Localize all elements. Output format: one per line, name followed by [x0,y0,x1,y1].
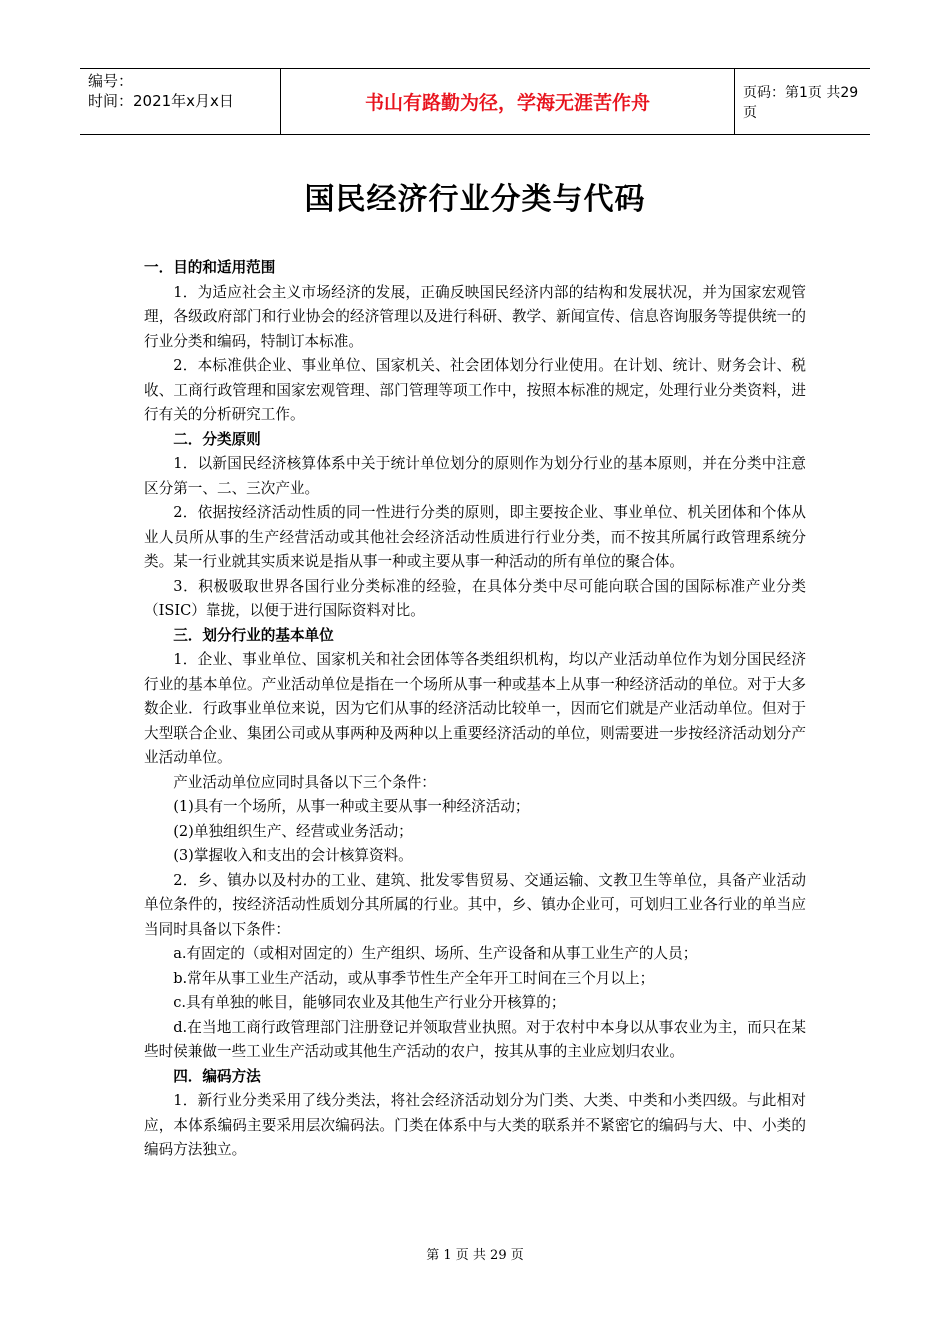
paragraph: 2．依据按经济活动性质的同一性进行分类的原则，即主要按企业、事业单位、机关团体和个体从业人员所从事的生产经营活动或其他社会经济活动性质进行行业分类，而不按其所属行政管理系统分类。某一行业就其实质来说是指从事一种或主要从事一种活动的所有单位的聚合体。 [144,504,806,570]
paragraph: 1．以新国民经济核算体系中关于统计单位划分的原则作为划分行业的基本原则，并在分类中注意区分第一、二、三次产业。 [144,455,806,497]
paragraph: 产业活动单位应同时具备以下三个条件： [173,773,436,791]
list-item: (3)掌握收入和支出的会计核算资料。 [173,847,413,864]
list-item: b.常年从事工业生产活动，或从事季节性生产全年开工时间在三个月以上； [173,969,655,987]
header-motto: 书山有路勤为径，学海无涯苦作舟 [280,69,735,134]
paragraph: 1．为适应社会主义市场经济的发展，正确反映国民经济内部的结构和发展状况，并为国家宏观管理，各级政府部门和行业协会的经济管理以及进行科研、教学、新闻宣传、信息咨询服务等提供统一的行业分类和编码，特制订本标准。 [144,283,806,350]
paragraph: 2．乡、镇办以及村办的工业、建筑、批发零售贸易、交通运输、文教卫生等单位，具备产业活动单位条件的，按经济活动性质划分其所属的行业。其中，乡、镇办企业可，可划归工业各行业的单当应当同时具备以下条件： [144,871,806,938]
section-heading-2: 二．分类原则 [173,430,261,448]
list-item: (2)单独组织生产、经营或业务活动； [173,822,413,840]
paragraph: 1．企业、事业单位、国家机关和社会团体等各类组织机构，均以产业活动单位作为划分国民经济行业的基本单位。产业活动单位是指在一个场所从事一种或基本上从事一种经济活动的单位。对于大多数企业．行政事业单位来说，因为它们从事的经济活动比较单一，因而它们就是产业活动单位。但对于大型联合企业、集团公司或从事两种及两种以上重要经济活动的单位，则需要进一步按经济活动划分产业活动单位。 [144,651,806,766]
document-header [80,68,870,135]
date-label: 时间：2021年x月x日 [88,92,234,110]
list-item: d.在当地工商行政管理部门注册登记并领取营业执照。对于农村中本身以从事农业为主，而只在某些时侯兼做一些工业生产活动或其他生产活动的农户，按其从事的主业应划归农业。 [144,1018,806,1060]
section-heading-4: 四．编码方法 [173,1067,261,1085]
section-heading-1: 一．目的和适用范围 [144,259,276,276]
document-body [144,256,806,1163]
section-heading-3: 三．划分行业的基本单位 [173,626,334,644]
document-title: 国民经济行业分类与代码 [304,182,646,217]
list-item: (1)具有一个场所，从事一种或主要从事一种经济活动； [173,798,530,815]
paragraph: 3．积极吸取世界各国行业分类标准的经验，在具体分类中尽可能向联合国的国际标准产业分类（ISIC）靠拢，以便于进行国际资料对比。 [144,577,806,619]
number-label: 编号： [88,72,134,90]
list-item: c.具有单独的帐目，能够同农业及其他生产行业分开核算的； [173,994,566,1011]
header-page-label: 页码：第1页 共29页 [743,84,859,121]
header-meta [80,69,280,134]
page-footer: 第 1 页 共 29 页 [426,1248,524,1263]
paragraph: 1．新行业分类采用了线分类法，将社会经济活动划分为门类、大类、中类和小类四级。与此相对应，本体系编码主要采用层次编码法。门类在体系中与大类的联系并不紧密它的编码与大、中、小类的编码方法独立。 [144,1092,806,1158]
paragraph: 2．本标准供企业、事业单位、国家机关、社会团体划分行业使用。在计划、统计、财务会计、税收、工商行政管理和国家宏观管理、部门管理等项工作中，按照本标准的规定，处理行业分类资料，进行有关的分析研究工作。 [144,357,806,423]
list-item: a.有固定的（或相对固定的）生产组织、场所、生产设备和从事工业生产的人员； [173,945,698,962]
